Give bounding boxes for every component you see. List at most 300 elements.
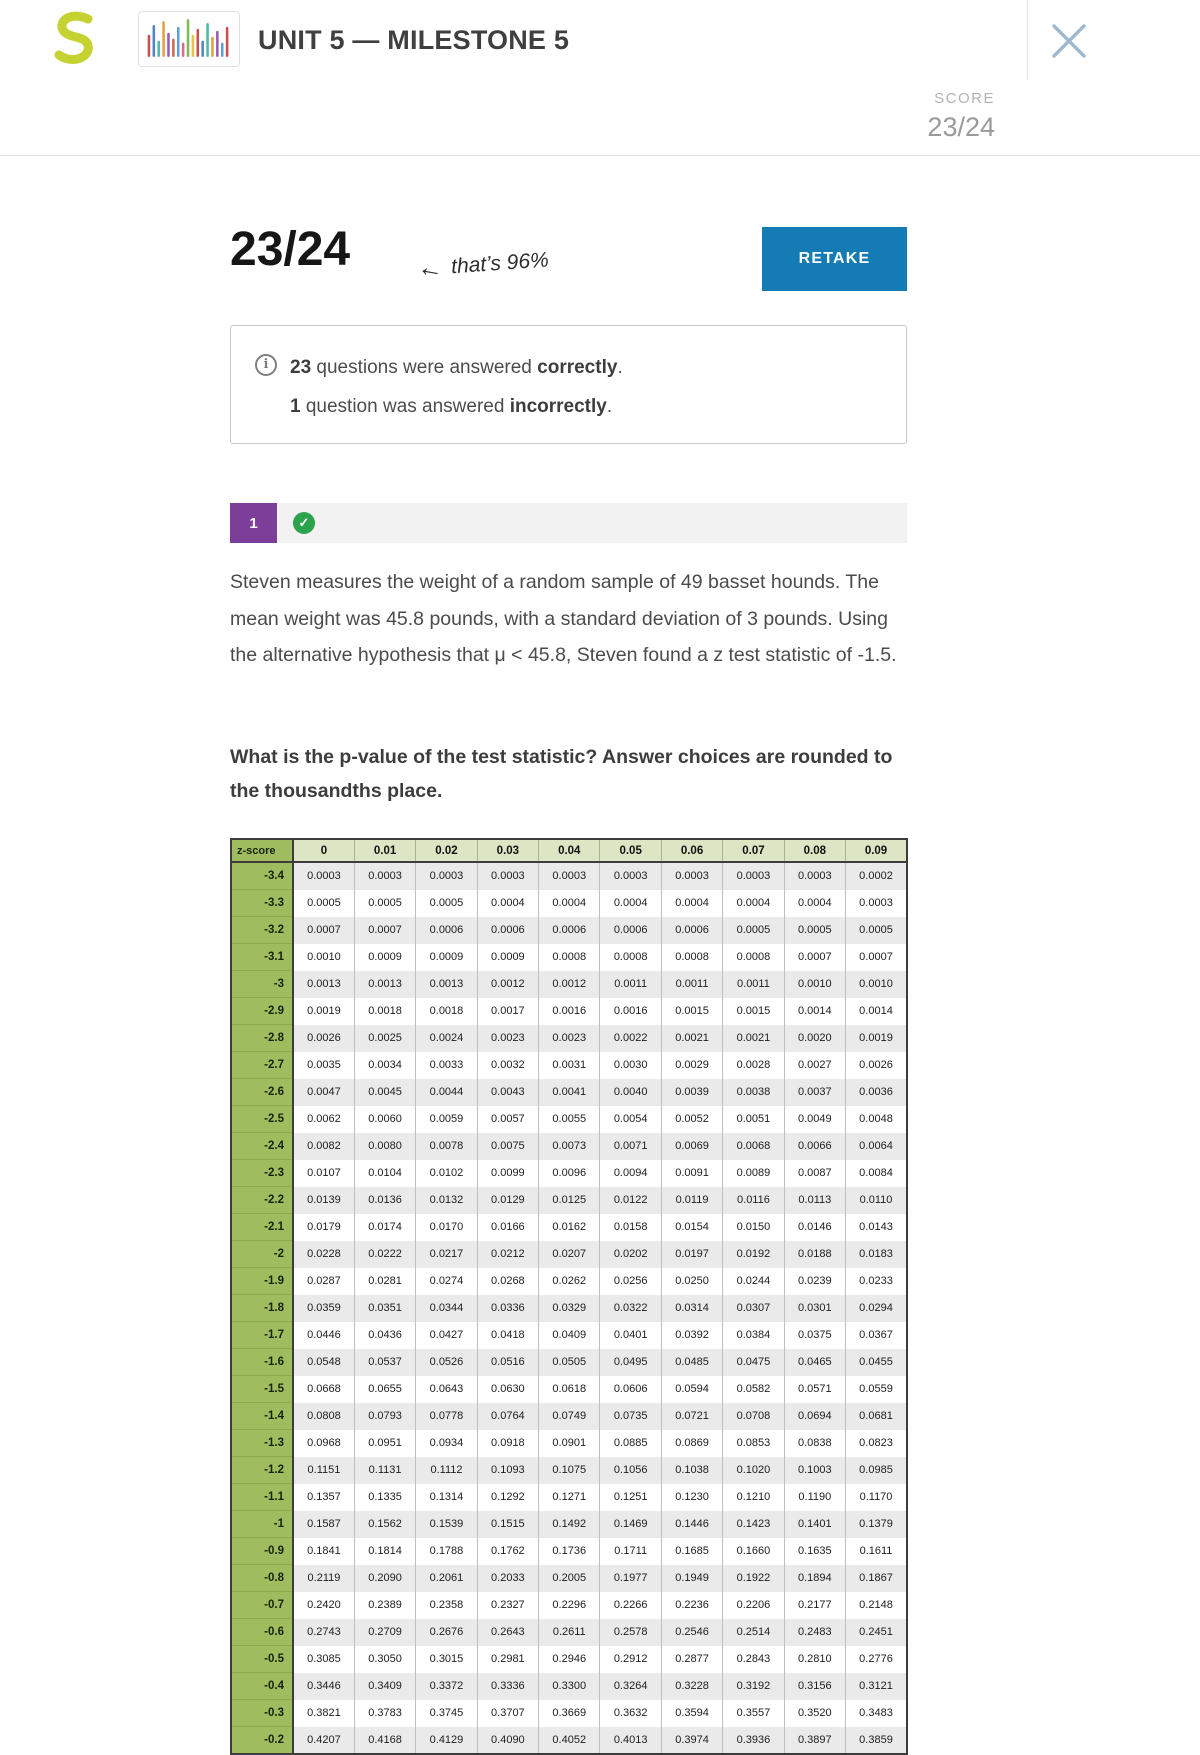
ztable-row: [231, 1619, 907, 1646]
ztable-value-cell: 0.0091: [661, 1160, 722, 1187]
ztable-value-cell: 0.1423: [723, 1511, 784, 1538]
ztable-value-cell: 0.0183: [846, 1241, 907, 1268]
ztable-value-cell: 0.1562: [354, 1511, 415, 1538]
ztable-value-cell: 0.0668: [293, 1376, 354, 1403]
ztable-value-cell: 0.0027: [784, 1052, 845, 1079]
ztable-value-cell: 0.0021: [661, 1025, 722, 1052]
ztable-value-cell: 0.0028: [723, 1052, 784, 1079]
ztable-row: [231, 944, 907, 971]
ztable-row: [231, 1511, 907, 1538]
ztable-value-cell: 0.2451: [846, 1619, 907, 1646]
ztable-z-cell: -1.1: [231, 1484, 293, 1511]
ztable-row: [231, 1187, 907, 1214]
ztable-value-cell: 0.0062: [293, 1106, 354, 1133]
ztable-value-cell: 0.0104: [354, 1160, 415, 1187]
ztable-value-cell: 0.0119: [661, 1187, 722, 1214]
ztable-value-cell: 0.2810: [784, 1646, 845, 1673]
ztable-value-cell: 0.0934: [416, 1430, 477, 1457]
ztable-col-header: 0.02: [416, 839, 477, 862]
ztable-value-cell: 0.1112: [416, 1457, 477, 1484]
ztable-row: [231, 1376, 907, 1403]
ztable-value-cell: 0.1038: [661, 1457, 722, 1484]
ztable-value-cell: 0.0008: [723, 944, 784, 971]
ztable-value-cell: 0.3015: [416, 1646, 477, 1673]
ztable-header-row: [231, 839, 907, 862]
ztable-value-cell: 0.3085: [293, 1646, 354, 1673]
question-body: Steven measures the weight of a random sample of 49 basset hounds. The mean weight was 45.8 pounds, with a standard deviation of 3 pounds. Using the alternative hypothesis that μ < 45.8, Steven found a z test statistic of -1.5.: [230, 571, 897, 666]
ztable-value-cell: 0.3936: [723, 1727, 784, 1755]
ztable-value-cell: 0.1357: [293, 1484, 354, 1511]
ztable-value-cell: 0.0082: [293, 1133, 354, 1160]
ztable-value-cell: 0.0084: [846, 1160, 907, 1187]
ztable-value-cell: 0.0059: [416, 1106, 477, 1133]
sophia-logo-icon: [50, 10, 100, 68]
ztable-value-cell: 0.0207: [539, 1241, 600, 1268]
ztable-value-cell: 0.2643: [477, 1619, 538, 1646]
ztable-row: [231, 1565, 907, 1592]
ztable-value-cell: 0.0003: [416, 862, 477, 890]
ztable-value-cell: 0.0018: [416, 998, 477, 1025]
ztable-value-cell: 0.0014: [846, 998, 907, 1025]
ztable-value-cell: 0.2090: [354, 1565, 415, 1592]
ztable-value-cell: 0.0008: [600, 944, 661, 971]
ztable-z-cell: -0.2: [231, 1727, 293, 1755]
milestone-icon: [138, 11, 240, 67]
ztable-value-cell: 0.3409: [354, 1673, 415, 1700]
ztable-z-cell: -1.8: [231, 1295, 293, 1322]
ztable-value-cell: 0.3783: [354, 1700, 415, 1727]
ztable-value-cell: 0.0045: [354, 1079, 415, 1106]
ztable-value-cell: 0.2483: [784, 1619, 845, 1646]
ztable-value-cell: 0.0217: [416, 1241, 477, 1268]
ztable-value-cell: 0.1867: [846, 1565, 907, 1592]
ztable-row: [231, 1106, 907, 1133]
ztable-value-cell: 0.0004: [539, 890, 600, 917]
ztable-z-cell: -1.7: [231, 1322, 293, 1349]
ztable-value-cell: 0.3745: [416, 1700, 477, 1727]
ztable-value-cell: 0.0035: [293, 1052, 354, 1079]
ztable-value-cell: 0.0150: [723, 1214, 784, 1241]
ztable-value-cell: 0.0057: [477, 1106, 538, 1133]
ztable-value-cell: 0.1814: [354, 1538, 415, 1565]
question-number-badge: 1: [230, 503, 277, 543]
ztable-value-cell: 0.0154: [661, 1214, 722, 1241]
ztable-value-cell: 0.3372: [416, 1673, 477, 1700]
ztable-value-cell: 0.0013: [354, 971, 415, 998]
ztable-value-cell: 0.1210: [723, 1484, 784, 1511]
ztable-value-cell: 0.0011: [600, 971, 661, 998]
ztable-value-cell: 0.0051: [723, 1106, 784, 1133]
ztable-value-cell: 0.0250: [661, 1268, 722, 1295]
ztable-value-cell: 0.0014: [784, 998, 845, 1025]
ztable-value-cell: 0.0005: [293, 890, 354, 917]
ztable-value-cell: 0.4090: [477, 1727, 538, 1755]
ztable-value-cell: 0.2578: [600, 1619, 661, 1646]
ztable-value-cell: 0.0793: [354, 1403, 415, 1430]
ztable-value-cell: 0.0281: [354, 1268, 415, 1295]
ztable-col-header: 0.09: [846, 839, 907, 862]
ztable-value-cell: 0.0409: [539, 1322, 600, 1349]
score-value: 23/24: [927, 112, 995, 142]
ztable-value-cell: 0.0853: [723, 1430, 784, 1457]
ztable-z-cell: -3.4: [231, 862, 293, 890]
ztable-value-cell: 0.0005: [354, 890, 415, 917]
ztable-value-cell: 0.0060: [354, 1106, 415, 1133]
ztable-row: [231, 1592, 907, 1619]
ztable-value-cell: 0.0192: [723, 1241, 784, 1268]
ztable-value-cell: 0.0262: [539, 1268, 600, 1295]
ztable-value-cell: 0.0139: [293, 1187, 354, 1214]
ztable-value-cell: 0.3300: [539, 1673, 600, 1700]
ztable-value-cell: 0.0465: [784, 1349, 845, 1376]
ztable-value-cell: 0.1611: [846, 1538, 907, 1565]
ztable-value-cell: 0.0003: [846, 890, 907, 917]
ztable-value-cell: 0.0010: [293, 944, 354, 971]
ztable-value-cell: 0.0012: [477, 971, 538, 998]
ztable-value-cell: 0.1314: [416, 1484, 477, 1511]
ztable-value-cell: 0.1056: [600, 1457, 661, 1484]
ztable-value-cell: 0.1075: [539, 1457, 600, 1484]
ztable-z-cell: -0.3: [231, 1700, 293, 1727]
ztable-value-cell: 0.0030: [600, 1052, 661, 1079]
ztable-value-cell: 0.0004: [477, 890, 538, 917]
ztable-value-cell: 0.0778: [416, 1403, 477, 1430]
ztable-z-cell: -3: [231, 971, 293, 998]
ztable-row: [231, 1079, 907, 1106]
ztable-value-cell: 0.0023: [477, 1025, 538, 1052]
ztable-value-cell: 0.0179: [293, 1214, 354, 1241]
ztable-value-cell: 0.0823: [846, 1430, 907, 1457]
ztable-value-cell: 0.0301: [784, 1295, 845, 1322]
ztable-value-cell: 0.2877: [661, 1646, 722, 1673]
ztable-value-cell: 0.0808: [293, 1403, 354, 1430]
ztable-value-cell: 0.2420: [293, 1592, 354, 1619]
summary-box: [230, 325, 907, 444]
ztable-value-cell: 0.2119: [293, 1565, 354, 1592]
annotation-text: that’s 96%: [450, 248, 550, 279]
ztable-value-cell: 0.0708: [723, 1403, 784, 1430]
ztable-value-cell: 0.0516: [477, 1349, 538, 1376]
ztable-value-cell: 0.0002: [846, 862, 907, 890]
ztable-value-cell: 0.2843: [723, 1646, 784, 1673]
ztable-value-cell: 0.1539: [416, 1511, 477, 1538]
ztable-value-cell: 0.0392: [661, 1322, 722, 1349]
ztable-value-cell: 0.1469: [600, 1511, 661, 1538]
ztable-value-cell: 0.0009: [354, 944, 415, 971]
ztable-value-cell: 0.0008: [539, 944, 600, 971]
ztable-z-cell: -1.3: [231, 1430, 293, 1457]
ztable-value-cell: 0.0033: [416, 1052, 477, 1079]
ztable-value-cell: 0.0034: [354, 1052, 415, 1079]
ztable-value-cell: 0.0436: [354, 1322, 415, 1349]
ztable-value-cell: 0.0146: [784, 1214, 845, 1241]
ztable-z-cell: -1.4: [231, 1403, 293, 1430]
ztable-value-cell: 0.0006: [416, 917, 477, 944]
ztable-value-cell: 0.3050: [354, 1646, 415, 1673]
ztable-value-cell: 0.1170: [846, 1484, 907, 1511]
ztable-value-cell: 0.0158: [600, 1214, 661, 1241]
ztable-value-cell: 0.0294: [846, 1295, 907, 1322]
ztable-value-cell: 0.0003: [539, 862, 600, 890]
ztable-value-cell: 0.0089: [723, 1160, 784, 1187]
ztable-value-cell: 0.0951: [354, 1430, 415, 1457]
ztable-value-cell: 0.0016: [600, 998, 661, 1025]
close-button[interactable]: [1044, 16, 1094, 66]
ztable-value-cell: 0.0013: [416, 971, 477, 998]
ztable-value-cell: 0.0197: [661, 1241, 722, 1268]
header-divider: [0, 155, 1200, 156]
ztable-z-cell: -0.8: [231, 1565, 293, 1592]
ztable-value-cell: 0.2676: [416, 1619, 477, 1646]
ztable-z-cell: -3.2: [231, 917, 293, 944]
ztable-value-cell: 0.0212: [477, 1241, 538, 1268]
ztable-z-cell: -2.5: [231, 1106, 293, 1133]
ztable-col-header: 0: [293, 839, 354, 862]
ztable-value-cell: 0.3632: [600, 1700, 661, 1727]
ztable-value-cell: 0.1894: [784, 1565, 845, 1592]
ztable-value-cell: 0.0681: [846, 1403, 907, 1430]
ztable-value-cell: 0.0336: [477, 1295, 538, 1322]
ztable-value-cell: 0.0643: [416, 1376, 477, 1403]
ztable-value-cell: 0.2514: [723, 1619, 784, 1646]
ztable-value-cell: 0.0004: [661, 890, 722, 917]
ztable-value-cell: 0.0078: [416, 1133, 477, 1160]
ztable-value-cell: 0.0011: [661, 971, 722, 998]
ztable-value-cell: 0.3594: [661, 1700, 722, 1727]
score-label: SCORE: [934, 90, 995, 107]
ztable-value-cell: 0.0003: [723, 862, 784, 890]
ztable-row: [231, 971, 907, 998]
retake-button[interactable]: RETAKE: [762, 227, 907, 291]
ztable-value-cell: 0.0005: [416, 890, 477, 917]
ztable-row: [231, 1673, 907, 1700]
ztable-value-cell: 0.0918: [477, 1430, 538, 1457]
ztable-value-cell: 0.0064: [846, 1133, 907, 1160]
ztable-value-cell: 0.1292: [477, 1484, 538, 1511]
z-score-table: [230, 838, 908, 1755]
ztable-value-cell: 0.1736: [539, 1538, 600, 1565]
ztable-value-cell: 0.0066: [784, 1133, 845, 1160]
ztable-value-cell: 0.3483: [846, 1700, 907, 1727]
ztable-value-cell: 0.2266: [600, 1592, 661, 1619]
ztable-value-cell: 0.3707: [477, 1700, 538, 1727]
ztable-value-cell: 0.0985: [846, 1457, 907, 1484]
info-icon: i: [255, 354, 277, 376]
ztable-value-cell: 0.0344: [416, 1295, 477, 1322]
ztable-row: [231, 1322, 907, 1349]
ztable-value-cell: 0.0110: [846, 1187, 907, 1214]
ztable-value-cell: 0.1635: [784, 1538, 845, 1565]
ztable-value-cell: 0.0041: [539, 1079, 600, 1106]
ztable-value-cell: 0.0455: [846, 1349, 907, 1376]
ztable-value-cell: 0.0606: [600, 1376, 661, 1403]
ztable-value-cell: 0.0116: [723, 1187, 784, 1214]
ztable-value-cell: 0.0485: [661, 1349, 722, 1376]
ztable-value-cell: 0.0006: [600, 917, 661, 944]
ztable-value-cell: 0.0268: [477, 1268, 538, 1295]
ztable-value-cell: 0.0068: [723, 1133, 784, 1160]
ztable-value-cell: 0.0166: [477, 1214, 538, 1241]
ztable-value-cell: 0.0013: [293, 971, 354, 998]
ztable-value-cell: 0.0571: [784, 1376, 845, 1403]
ztable-z-cell: -0.9: [231, 1538, 293, 1565]
ztable-value-cell: 0.0007: [354, 917, 415, 944]
ztable-value-cell: 0.2177: [784, 1592, 845, 1619]
ztable-value-cell: 0.0526: [416, 1349, 477, 1376]
ztable-value-cell: 0.0901: [539, 1430, 600, 1457]
ztable-value-cell: 0.0129: [477, 1187, 538, 1214]
ztable-value-cell: 0.0102: [416, 1160, 477, 1187]
ztable-z-cell: -2.2: [231, 1187, 293, 1214]
ztable-row: [231, 1646, 907, 1673]
ztable-col-header: 0.03: [477, 839, 538, 862]
ztable-value-cell: 0.0048: [846, 1106, 907, 1133]
ztable-value-cell: 0.0122: [600, 1187, 661, 1214]
score-annotation: [415, 242, 550, 285]
ztable-value-cell: 0.0017: [477, 998, 538, 1025]
ztable-value-cell: 0.0375: [784, 1322, 845, 1349]
ztable-value-cell: 0.0202: [600, 1241, 661, 1268]
ztable-value-cell: 0.0838: [784, 1430, 845, 1457]
ztable-value-cell: 0.0174: [354, 1214, 415, 1241]
ztable-value-cell: 0.1251: [600, 1484, 661, 1511]
ztable-value-cell: 0.0039: [661, 1079, 722, 1106]
ztable-value-cell: 0.0071: [600, 1133, 661, 1160]
ztable-value-cell: 0.2005: [539, 1565, 600, 1592]
ztable-col-header: 0.01: [354, 839, 415, 862]
ztable-value-cell: 0.0043: [477, 1079, 538, 1106]
ztable-value-cell: 0.0054: [600, 1106, 661, 1133]
ztable-value-cell: 0.1949: [661, 1565, 722, 1592]
ztable-z-cell: -2.3: [231, 1160, 293, 1187]
ztable-value-cell: 0.2358: [416, 1592, 477, 1619]
ztable-value-cell: 0.0125: [539, 1187, 600, 1214]
ztable-value-cell: 0.0384: [723, 1322, 784, 1349]
page-title: UNIT 5 — MILESTONE 5: [258, 25, 570, 55]
ztable-value-cell: 0.1230: [661, 1484, 722, 1511]
ztable-value-cell: 0.0019: [293, 998, 354, 1025]
ztable-value-cell: 0.0005: [723, 917, 784, 944]
ztable-value-cell: 0.0003: [661, 862, 722, 890]
ztable-value-cell: 0.2327: [477, 1592, 538, 1619]
ztable-value-cell: 0.1841: [293, 1538, 354, 1565]
ztable-value-cell: 0.0087: [784, 1160, 845, 1187]
ztable-value-cell: 0.0162: [539, 1214, 600, 1241]
ztable-value-cell: 0.0170: [416, 1214, 477, 1241]
ztable-z-cell: -0.7: [231, 1592, 293, 1619]
ztable-value-cell: 0.0009: [477, 944, 538, 971]
ztable-z-cell: -1.2: [231, 1457, 293, 1484]
ztable-value-cell: 0.3121: [846, 1673, 907, 1700]
ztable-value-cell: 0.0132: [416, 1187, 477, 1214]
ztable-row: [231, 1295, 907, 1322]
ztable-value-cell: 0.0026: [293, 1025, 354, 1052]
ztable-value-cell: 0.0618: [539, 1376, 600, 1403]
ztable-value-cell: 0.2389: [354, 1592, 415, 1619]
ztable-value-cell: 0.0401: [600, 1322, 661, 1349]
ztable-value-cell: 0.2946: [539, 1646, 600, 1673]
ztable-value-cell: 0.0008: [661, 944, 722, 971]
ztable-corner-header: z-score: [231, 839, 293, 862]
ztable-value-cell: 0.0096: [539, 1160, 600, 1187]
ztable-value-cell: 0.0475: [723, 1349, 784, 1376]
ztable-value-cell: 0.1151: [293, 1457, 354, 1484]
ztable-value-cell: 0.2709: [354, 1619, 415, 1646]
ztable-value-cell: 0.0359: [293, 1295, 354, 1322]
ztable-value-cell: 0.0764: [477, 1403, 538, 1430]
ztable-value-cell: 0.2611: [539, 1619, 600, 1646]
question-header-bar: [230, 503, 907, 543]
ztable-value-cell: 0.0287: [293, 1268, 354, 1295]
ztable-z-cell: -0.6: [231, 1619, 293, 1646]
ztable-value-cell: 0.0885: [600, 1430, 661, 1457]
ztable-row: [231, 1133, 907, 1160]
ztable-col-header: 0.08: [784, 839, 845, 862]
ztable-row: [231, 1214, 907, 1241]
ztable-value-cell: 0.0418: [477, 1322, 538, 1349]
ztable-value-cell: 0.4013: [600, 1727, 661, 1755]
top-bar: [0, 0, 1200, 80]
ztable-value-cell: 0.0069: [661, 1133, 722, 1160]
ztable-value-cell: 0.1711: [600, 1538, 661, 1565]
handdrawn-arrow-icon: ←: [415, 250, 447, 285]
ztable-value-cell: 0.1762: [477, 1538, 538, 1565]
ztable-value-cell: 0.0582: [723, 1376, 784, 1403]
ztable-value-cell: 0.0004: [723, 890, 784, 917]
ztable-value-cell: 0.0107: [293, 1160, 354, 1187]
ztable-row: [231, 1403, 907, 1430]
ztable-value-cell: 0.3520: [784, 1700, 845, 1727]
ztable-value-cell: 0.0021: [723, 1025, 784, 1052]
ztable-value-cell: 0.0537: [354, 1349, 415, 1376]
ztable-value-cell: 0.2061: [416, 1565, 477, 1592]
ztable-row: [231, 890, 907, 917]
ztable-value-cell: 0.0367: [846, 1322, 907, 1349]
ztable-z-cell: -2.6: [231, 1079, 293, 1106]
ztable-value-cell: 0.0244: [723, 1268, 784, 1295]
ztable-value-cell: 0.0037: [784, 1079, 845, 1106]
ztable-value-cell: 0.0047: [293, 1079, 354, 1106]
ztable-value-cell: 0.1093: [477, 1457, 538, 1484]
ztable-value-cell: 0.0031: [539, 1052, 600, 1079]
ztable-value-cell: 0.0446: [293, 1322, 354, 1349]
ztable-value-cell: 0.0007: [846, 944, 907, 971]
ztable-value-cell: 0.0329: [539, 1295, 600, 1322]
ztable-value-cell: 0.0012: [539, 971, 600, 998]
ztable-value-cell: 0.1587: [293, 1511, 354, 1538]
ztable-value-cell: 0.1401: [784, 1511, 845, 1538]
ztable-value-cell: 0.0007: [784, 944, 845, 971]
ztable-value-cell: 0.0005: [784, 917, 845, 944]
ztable-row: [231, 1160, 907, 1187]
ztable-z-cell: -2.4: [231, 1133, 293, 1160]
ztable-value-cell: 0.0136: [354, 1187, 415, 1214]
ztable-value-cell: 0.0749: [539, 1403, 600, 1430]
question-prompt: What is the p-value of the test statistic? Answer choices are rounded to the thousandths place.: [230, 746, 893, 802]
ztable-value-cell: 0.0038: [723, 1079, 784, 1106]
ztable-value-cell: 0.1977: [600, 1565, 661, 1592]
ztable-value-cell: 0.0036: [846, 1079, 907, 1106]
ztable-value-cell: 0.0548: [293, 1349, 354, 1376]
ztable-row: [231, 1430, 907, 1457]
ztable-value-cell: 0.1492: [539, 1511, 600, 1538]
ztable-row: [231, 1457, 907, 1484]
ztable-value-cell: 0.0055: [539, 1106, 600, 1133]
ztable-col-header: 0.05: [600, 839, 661, 862]
ztable-value-cell: 0.0228: [293, 1241, 354, 1268]
ztable-row: [231, 1052, 907, 1079]
ztable-z-cell: -0.4: [231, 1673, 293, 1700]
